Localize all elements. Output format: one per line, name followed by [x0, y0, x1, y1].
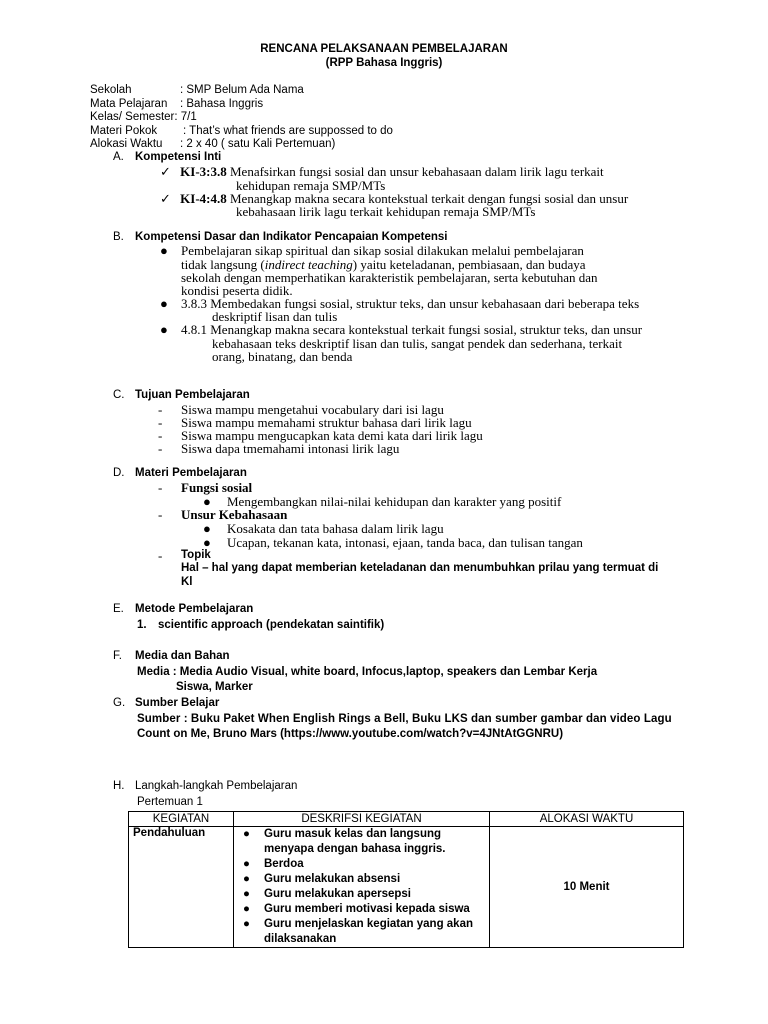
kd-text: Pembelajaran sikap spiritual dan sikap sosial dilakukan melalui pembelajaran: [181, 243, 584, 258]
bullet-icon: ●: [243, 918, 250, 930]
materi-subheading: Topik: [181, 549, 211, 561]
list-item: ● Guru melakukan apersepsi: [243, 888, 412, 900]
identity-row: [90, 125, 393, 137]
alokasi-cell: 10 Menit: [490, 827, 684, 948]
section-c-heading: C. Tujuan Pembelajaran: [113, 389, 250, 401]
ki-item: ✓ KI-4:4.8 Menangkap makna secara kontekstual terkait dengan fungsi sosial dan unsur: [160, 191, 629, 206]
tujuan-item: Siswa mampu mengetahui vocabulary dari isi lagu: [181, 402, 444, 417]
kd-text: 4.8.1 Menangkap makna secara kontekstual terkait fungsi sosial, struktur teks, dan unsur: [181, 322, 643, 337]
materi-item: Kosakata dan tata bahasa dalam lirik lagu: [227, 521, 444, 536]
kegiatan-cell: Pendahuluan: [129, 827, 234, 948]
identity-label: Mata Pelajaran: [90, 98, 168, 110]
dash-marker: -: [158, 402, 163, 417]
identity-row: [90, 111, 197, 123]
kd-text: tidak langsung (indirect teaching) yaitu keteladanan, pembiasaan, dan budaya: [181, 257, 586, 272]
metode-item: 1. scientific approach (pendekatan saintifik): [137, 619, 385, 631]
kd-text: orang, binatang, dan benda: [212, 349, 353, 364]
materi-topik-text: Hal – hal yang dapat memberian keteladanan dan menumbuhkan prilau yang termuat di: [181, 562, 659, 574]
column-header: DESKRIFSI KEGIATAN: [234, 812, 490, 827]
ki-item-continuation: kebahasaan lirik lagu terkait kehidupan remaja SMP/MTs: [236, 204, 536, 219]
identity-value: : 2 x 40 ( satu Kali Pertemuan): [180, 138, 336, 150]
tujuan-item: Siswa dapa tmemahami intonasi lirik lagu: [181, 441, 400, 456]
dash-marker: -: [158, 507, 163, 522]
ki-item: ✓ KI-3:3.8 Menafsirkan fungsi sosial dan unsur kebahasaan dalam lirik lagu terkait: [160, 164, 604, 179]
section-b-heading: B. Kompetensi Dasar dan Indikator Pencapaian Kompetensi: [113, 231, 448, 243]
check-icon: ✓: [160, 191, 171, 206]
kegiatan-table: [128, 811, 684, 948]
materi-topik-text: Kl: [181, 576, 193, 588]
bullet-icon: ●: [203, 494, 211, 509]
column-header: ALOKASI WAKTU: [490, 812, 684, 827]
sumber-text: Count on Me, Bruno Mars (https://www.youtube.com/watch?v=4JNtAtGGNRU): [137, 728, 564, 740]
identity-value: : That’s what friends are suppossed to do: [183, 125, 393, 137]
identity-row: [90, 98, 263, 110]
dash-marker: -: [158, 441, 163, 456]
section-d-heading: D. Materi Pembelajaran: [113, 467, 247, 479]
identity-label: Sekolah: [90, 84, 132, 96]
identity-value: : 7/1: [174, 111, 197, 123]
section-f-heading: F. Media dan Bahan: [113, 650, 230, 662]
kd-text: 3.8.3 Membedakan fungsi sosial, struktur teks, dan unsur kebahasaan dari beberapa teks: [181, 296, 640, 311]
document-subtitle: (RPP Bahasa Inggris): [325, 57, 443, 69]
deskripsi-cell: [234, 827, 490, 948]
bullet-icon: ●: [203, 535, 211, 550]
table-row: [129, 827, 684, 948]
identity-label: Materi Pokok: [90, 125, 158, 137]
list-item: ● Berdoa: [243, 858, 304, 870]
materi-subheading: Fungsi sosial: [181, 480, 253, 495]
pertemuan-label: Pertemuan 1: [137, 796, 203, 808]
check-icon: ✓: [160, 164, 171, 179]
list-item: ● Guru melakukan absensi: [243, 873, 401, 885]
materi-item: Mengembangkan nilai-nilai kehidupan dan karakter yang positif: [227, 494, 562, 509]
list-item: ● Guru memberi motivasi kepada siswa: [243, 903, 470, 915]
identity-value: : Bahasa Inggris: [180, 98, 264, 110]
section-e-heading: E. Metode Pembelajaran: [113, 603, 254, 615]
deskripsi-list: [238, 827, 485, 947]
media-text: Siswa, Marker: [176, 681, 253, 693]
bullet-icon: ●: [160, 243, 168, 258]
identity-value: : SMP Belum Ada Nama: [180, 84, 304, 96]
ki-item-continuation: kehidupan remaja SMP/MTs: [236, 178, 386, 193]
bullet-icon: ●: [160, 296, 168, 311]
tujuan-item: Siswa mampu mengucapkan kata demi kata dari lirik lagu: [181, 428, 483, 443]
bullet-icon: ●: [243, 858, 250, 870]
sumber-text: Sumber : Buku Paket When English Rings a Bell, Buku LKS dan sumber gambar dan video Lagu: [137, 713, 672, 725]
bullet-icon: ●: [243, 873, 250, 885]
dash-marker: -: [158, 480, 163, 495]
identity-label: Kelas/ Semester: [90, 111, 175, 123]
document-title: RENCANA PELAKSANAAN PEMBELAJARAN: [260, 43, 508, 55]
list-item: ● Guru masuk kelas dan langsung menyapa dengan bahasa inggris.: [243, 828, 446, 855]
section-g-heading: G. Sumber Belajar: [113, 697, 220, 709]
identity-row: [90, 138, 335, 150]
bullet-icon: ●: [160, 322, 168, 337]
bullet-icon: ●: [243, 903, 250, 915]
identity-row: [90, 84, 304, 96]
identity-label: Alokasi Waktu: [90, 138, 163, 150]
kd-text: sekolah dengan memperhatikan karakteristik pembelajaran, serta kebutuhan dan: [181, 270, 598, 285]
materi-subheading: Unsur Kebahasaan: [181, 507, 288, 522]
bullet-icon: ●: [203, 521, 211, 536]
dash-marker: -: [158, 548, 163, 563]
kd-text: kondisi peserta didik.: [181, 283, 293, 298]
bullet-icon: ●: [243, 828, 250, 840]
column-header: KEGIATAN: [129, 812, 234, 827]
kd-text: kebahasaan teks deskriptif lisan dan tulis, sangat pendek dan sederhana, terkait: [212, 336, 623, 351]
list-item: ● Guru menjelaskan kegiatan yang akan dilaksanakan: [243, 918, 473, 945]
section-a-heading: A. Kompetensi Inti: [113, 151, 222, 163]
media-text: Media : Media Audio Visual, white board, Infocus,laptop, speakers dan Lembar Kerja: [137, 666, 598, 678]
dash-marker: -: [158, 428, 163, 443]
tujuan-item: Siswa mampu memahami struktur bahasa dari lirik lagu: [181, 415, 472, 430]
dash-marker: -: [158, 415, 163, 430]
materi-item: Ucapan, tekanan kata, intonasi, ejaan, tanda baca, dan tulisan tangan: [227, 535, 583, 550]
kd-text: deskriptif lisan dan tulis: [212, 309, 338, 324]
section-h-heading: H. Langkah-langkah Pembelajaran: [113, 780, 298, 792]
bullet-icon: ●: [243, 888, 250, 900]
table-header-row: [129, 812, 684, 827]
